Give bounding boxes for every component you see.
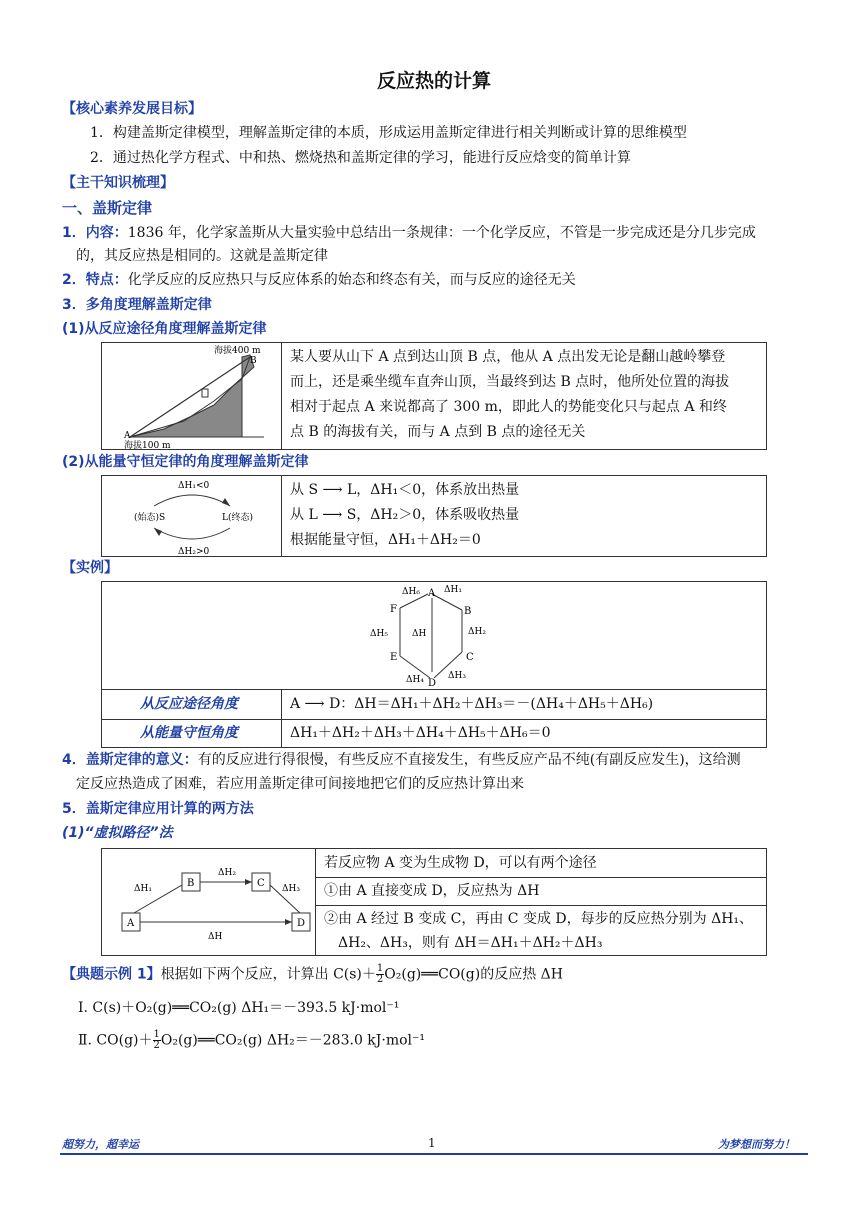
mountain-line-4: 点 B 的海拔有关，而与 A 点到 B 点的途径无关 <box>290 424 586 440</box>
item-4 <box>62 750 741 770</box>
example-table <box>101 581 767 748</box>
virtual-row-3: ②由 A 经过 B 变成 C，再由 C 变成 D，每步的反应热分别为 ΔH₁、 <box>324 911 754 927</box>
half-fraction: $\frac{1}{2}$ <box>376 963 384 985</box>
mountain-table <box>101 342 767 450</box>
footer-divider <box>60 1153 808 1155</box>
item-4-text: 有的反应进行得很慢，有些反应不直接发生，有些反应产品不纯(有副反应发生)，这给测 <box>197 752 741 768</box>
item-3: 3．多角度理解盖斯定律 <box>62 297 212 313</box>
mountain-point-b: B <box>250 356 257 366</box>
mountain-top-label: 海拔400 m <box>214 346 261 356</box>
dh4-label: ΔH₄ <box>406 675 424 685</box>
dh5-label: ΔH₅ <box>370 629 388 639</box>
mountain-diagram <box>104 345 280 449</box>
node-f: F <box>390 604 397 615</box>
goal-2: 2．通过热化学方程式、中和热、燃烧热和盖斯定律的学习，能进行反应焓变的简单计算 <box>90 150 631 166</box>
sub-5-1: (1)“虚拟路径”法 <box>62 825 173 841</box>
item-1-text: 1836 年，化学家盖斯从大量实验中总结出一条规律：一个化学反应，不管是一步完成还是分几步完成 <box>127 225 756 241</box>
example-1 <box>62 964 563 985</box>
page-title: 反应热的计算 <box>376 70 491 92</box>
energy-end-label: L(终态) <box>222 513 253 523</box>
example-1-text-a: 根据如下两个反应，计算出 C(s)＋ <box>160 966 376 983</box>
item-5: 5．盖斯定律应用计算的两方法 <box>62 801 254 817</box>
energy-start-label: (始态)S <box>134 513 166 523</box>
dh6-label: ΔH₆ <box>402 587 420 597</box>
item-1-cont: 的，其反应热是相同的。这就是盖斯定律 <box>76 248 328 264</box>
vdh-label: ΔH <box>208 932 223 942</box>
goal-1: 1．构建盖斯定律模型，理解盖斯定律的本质，形成运用盖斯定律进行相关判断或计算的思维模型 <box>90 125 687 141</box>
mountain-bottom-label: 海拔100 m <box>124 441 171 449</box>
mountain-line-2: 而上，还是乘坐缆车直奔山顶，当最终到达 B 点时，他所处位置的海拔 <box>290 374 730 390</box>
footer-right-slogan: 为梦想而努力！ <box>718 1138 795 1151</box>
energy-line-1: 从 S ⟶ L，ΔH₁＜0，体系放出热量 <box>290 482 520 498</box>
row2-text: ΔH₁＋ΔH₂＋ΔH₃＋ΔH₄＋ΔH₅＋ΔH₆＝0 <box>290 725 551 741</box>
virtual-path-table <box>101 848 767 956</box>
node-d: D <box>428 678 437 688</box>
sub-1: (1)从反应途径角度理解盖斯定律 <box>62 321 267 337</box>
node-a: A <box>428 588 436 599</box>
energy-line-3: 根据能量守恒，ΔH₁＋ΔH₂＝0 <box>290 532 481 548</box>
row1-label: 从反应途径角度 <box>140 696 238 712</box>
vnode-d: D <box>297 918 306 929</box>
virtual-row-2: ①由 A 直接变成 D，反应热为 ΔH <box>324 883 540 899</box>
mountain-line-3: 相对于起点 A 来说都高了 300 m，即此人的势能变化只与起点 A 和终 <box>290 399 727 415</box>
example-1-text-b: O₂(g)══CO(g)的反应热 ΔH <box>384 966 563 983</box>
vnode-c: C <box>257 878 265 889</box>
example-header: 【实例】 <box>62 560 118 576</box>
knowledge-header: 【主干知识梳理】 <box>62 175 174 191</box>
row2-label: 从能量守恒角度 <box>140 725 238 741</box>
dh1-label: ΔH₁ <box>444 585 462 595</box>
part-1-heading: 一、盖斯定律 <box>62 199 153 217</box>
item-4-label: 4．盖斯定律的意义： <box>62 752 198 768</box>
item-2-label: 2．特点： <box>62 272 128 288</box>
item-4-cont: 定反应热造成了困难，若应用盖斯定律可间接地把它们的反应热计算出来 <box>76 776 524 792</box>
vdh3-label: ΔH₃ <box>282 884 300 894</box>
energy-top-label: ΔH₁<0 <box>178 481 210 491</box>
equation-2: Ⅱ. CO(g)＋ $\frac{1}{2}$ O₂(g)══CO₂(g) ΔH₂＝－283.0 kJ·mol⁻¹ <box>78 1029 426 1051</box>
footer-left-slogan: 超努力，超幸运 <box>62 1138 139 1151</box>
dh3-label: ΔH₃ <box>448 671 466 681</box>
core-goals-header: 【核心素养发展目标】 <box>62 101 202 117</box>
virtual-row-1: 若反应物 A 变为生成物 D，可以有两个途径 <box>324 855 597 871</box>
item-2-text: 化学反应的反应热只与反应体系的始态和终态有关，而与反应的途径无关 <box>127 272 576 288</box>
sub-2: (2)从能量守恒定律的角度理解盖斯定律 <box>62 454 309 470</box>
mountain-point-a: A <box>124 431 131 441</box>
item-2 <box>62 270 576 290</box>
vnode-b: B <box>187 878 195 889</box>
virtual-path-diagram <box>104 851 314 955</box>
energy-bottom-label: ΔH₂>0 <box>178 547 210 556</box>
half-fraction-2: $\frac{1}{2}$ <box>153 1029 160 1051</box>
hexagon-diagram <box>362 584 502 688</box>
dh-label: ΔH <box>412 629 427 639</box>
node-c: C <box>466 652 474 663</box>
dh2-label: ΔH₂ <box>468 627 486 637</box>
row1-text: A ⟶ D：ΔH＝ΔH₁＋ΔH₂＋ΔH₃＝－(ΔH₄＋ΔH₅＋ΔH₆) <box>290 696 654 712</box>
virtual-row-3-cont: ΔH₂、ΔH₃，则有 ΔH＝ΔH₁＋ΔH₂＋ΔH₃ <box>338 935 603 951</box>
item-1 <box>62 223 756 243</box>
energy-table <box>101 475 767 557</box>
example-1-header: 【典题示例 1】 <box>62 966 161 983</box>
equation-1: Ⅰ. C(s)＋O₂(g)══CO₂(g) ΔH₁＝－393.5 kJ·mol⁻¹ <box>78 1000 400 1016</box>
vnode-a: A <box>127 918 135 929</box>
vdh1-label: ΔH₁ <box>134 884 152 894</box>
energy-cycle-diagram <box>104 478 280 556</box>
item-1-label: 1．内容： <box>62 225 128 241</box>
node-e: E <box>390 652 398 663</box>
page-number: 1 <box>428 1136 436 1150</box>
energy-line-2: 从 L ⟶ S，ΔH₂＞0，体系吸收热量 <box>290 507 520 523</box>
node-b: B <box>464 606 472 617</box>
mountain-line-1: 某人要从山下 A 点到达山顶 B 点，他从 A 点出发无论是翻山越岭攀登 <box>290 349 726 365</box>
vdh2-label: ΔH₂ <box>218 868 236 878</box>
